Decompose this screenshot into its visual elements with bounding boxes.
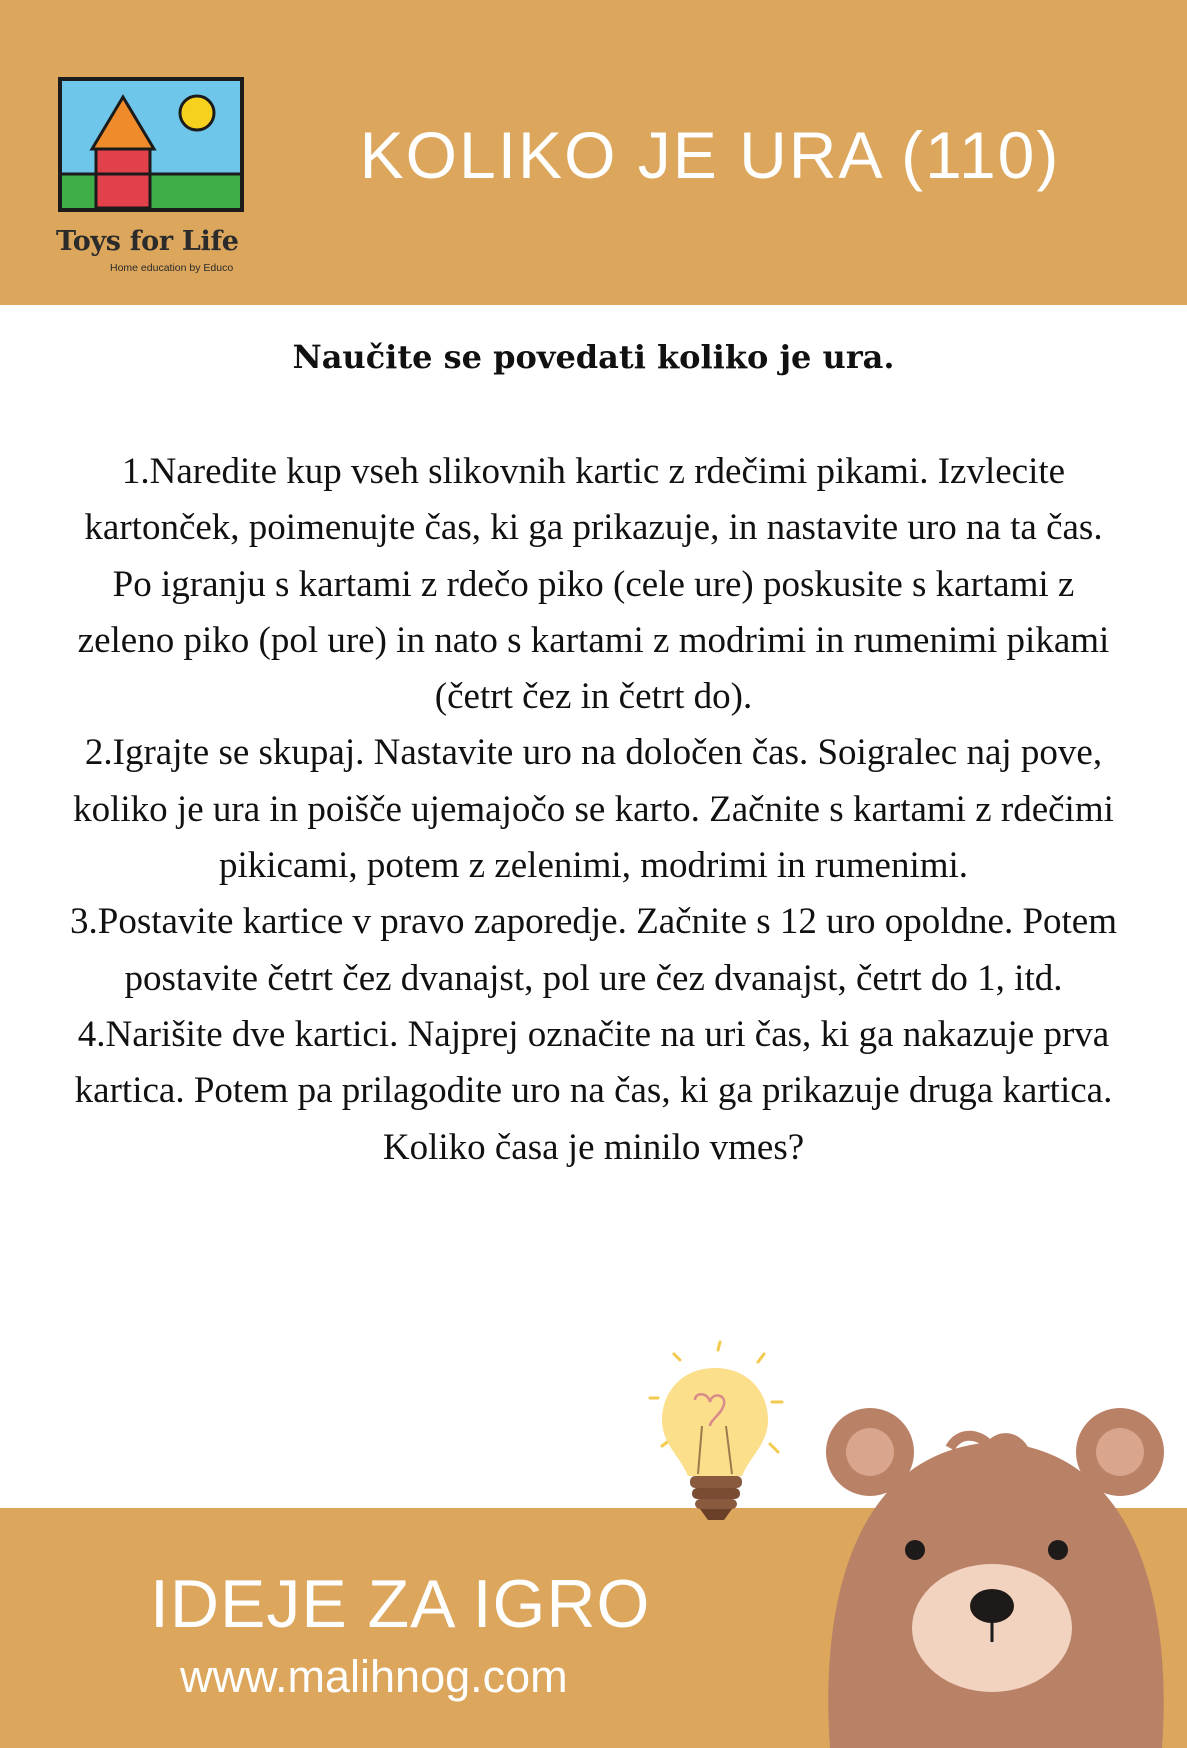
bear-illustration bbox=[800, 1390, 1187, 1748]
instruction-paragraph-4: 4.Narišite dve kartici. Najprej označite na uri čas, ki ga nakazuje prva kartica. Potem pa prilagodite uro na čas, ki ga prikazuje druga kartica. Koliko časa je minilo vmes? bbox=[74, 1013, 1113, 1168]
brand-name: Toys for Life bbox=[56, 226, 239, 257]
brand-tagline: Home education by Educo bbox=[110, 262, 234, 274]
subtitle: Naučite se povedati koliko je ura. bbox=[292, 338, 895, 376]
footer-title: IDEJE ZA IGRO bbox=[150, 1566, 651, 1642]
instruction-paragraph-2: 2.Igrajte se skupaj. Nastavite uro na določen čas. Soigralec naj pove, koliko je ura in poišče ujemajočo se karto. Začnite s kartami z rdečimi pikicami, potem z zelenimi, modrimi in rumenimi. bbox=[73, 732, 1114, 887]
footer-url: www.malihnog.com bbox=[180, 1651, 568, 1702]
logo-icon bbox=[58, 77, 244, 212]
instruction-paragraph-3: 3.Postavite kartice v pravo zaporedje. Začnite s 12 uro opoldne. Potem postavite četrt čez dvanajst, pol ure čez dvanajst, četrt do 1, itd. bbox=[70, 901, 1118, 999]
instruction-paragraph-1: 1.Naredite kup vseh slikovnih kartic z rdečimi pikami. Izvlecite kartonček, poimenujte čas, ki ga prikazuje, in nastavite uro na ta čas. Po igranju s kartami z rdečo piko (cele ure) poskusite s kartami z zeleno piko (pol ure) in nato s kartami z modrimi in rumenimi pikami (četrt čez in četrt do). bbox=[77, 451, 1110, 718]
page-title: KOLIKO JE URA (110) bbox=[359, 118, 1061, 192]
instructions bbox=[70, 444, 1117, 1176]
light-bulb-icon bbox=[640, 1340, 790, 1550]
